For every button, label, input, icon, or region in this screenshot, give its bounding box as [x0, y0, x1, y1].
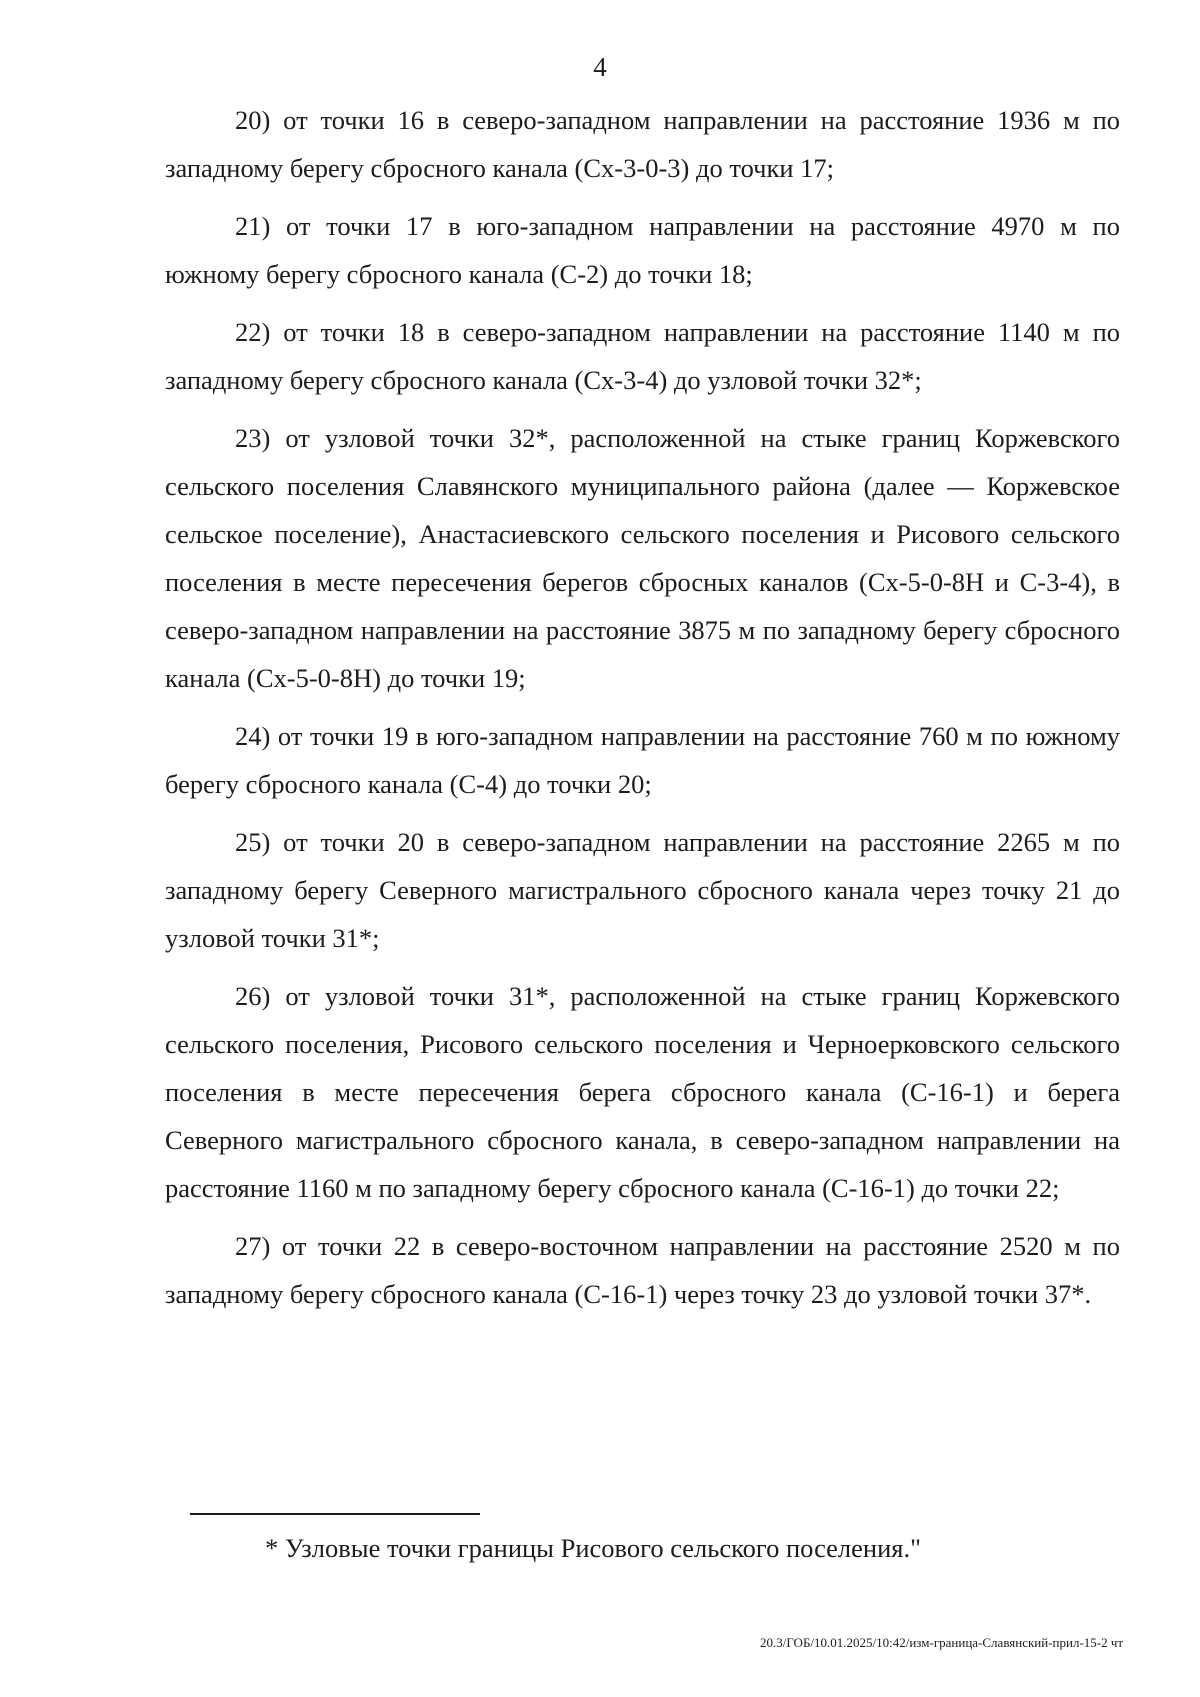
paragraph-26: 26) от узловой точки 31*, расположенной на стыке границ Коржевского сельского поселения, Рисового сельского поселения и Черноерковского сельского поселения в месте пересечения берега сбросного канала (С-16-1) и берега Северного магистрального сбросного канала, в северо-западном направлении на расстояние 1160 м по западному берегу сбросного канала (С-16-1) до точки 22;: [165, 981, 1120, 1203]
page-number: 4: [593, 52, 607, 82]
paragraph-21: 21) от точки 17 в юго-западном направлении на расстояние 4970 м по южному берегу сбросного канала (С-2) до точки 18;: [165, 211, 1120, 289]
paragraph-24: 24) от точки 19 в юго-западном направлении на расстояние 760 м по южному берегу сбросного канала (С-4) до точки 20;: [165, 721, 1120, 799]
paragraph-23: 23) от узловой точки 32*, расположенной на стыке границ Коржевского сельского поселения Славянского муниципального района (далее — Коржевское сельское поселение), Анастасиевского сельского поселения и Рисового сельского поселения в месте пересечения берегов сбросных каналов (Сх-5-0-8Н и С-3-4), в северо-западном направлении на расстояние 3875 м по западному берегу сбросного канала (Сх-5-0-8Н) до точки 19;: [165, 423, 1120, 693]
paragraph-25: 25) от точки 20 в северо-западном направлении на расстояние 2265 м по западному берегу Северного магистрального сбросного канала через точку 21 до узловой точки 31*;: [165, 827, 1120, 953]
paragraph-20: 20) от точки 16 в северо-западном направлении на расстояние 1936 м по западному берегу сбросного канала (Сх-3-0-3) до точки 17;: [165, 105, 1120, 183]
document-id: 20.3/ГОБ/10.01.2025/10:42/изм-граница-Славянский-прил-15-2 чт: [760, 1635, 1124, 1650]
paragraph-22: 22) от точки 18 в северо-западном направлении на расстояние 1140 м по западному берегу сбросного канала (Сх-3-4) до узловой точки 32*;: [165, 317, 1120, 395]
document-body: [165, 96, 1120, 1328]
footnote: * Узловые точки границы Рисового сельского поселения.": [265, 1533, 921, 1563]
paragraph-27: 27) от точки 22 в северо-восточном направлении на расстояние 2520 м по западному берегу сбросного канала (С-16-1) через точку 23 до узловой точки 37*.: [165, 1231, 1120, 1309]
footnote-divider: [190, 1513, 480, 1515]
